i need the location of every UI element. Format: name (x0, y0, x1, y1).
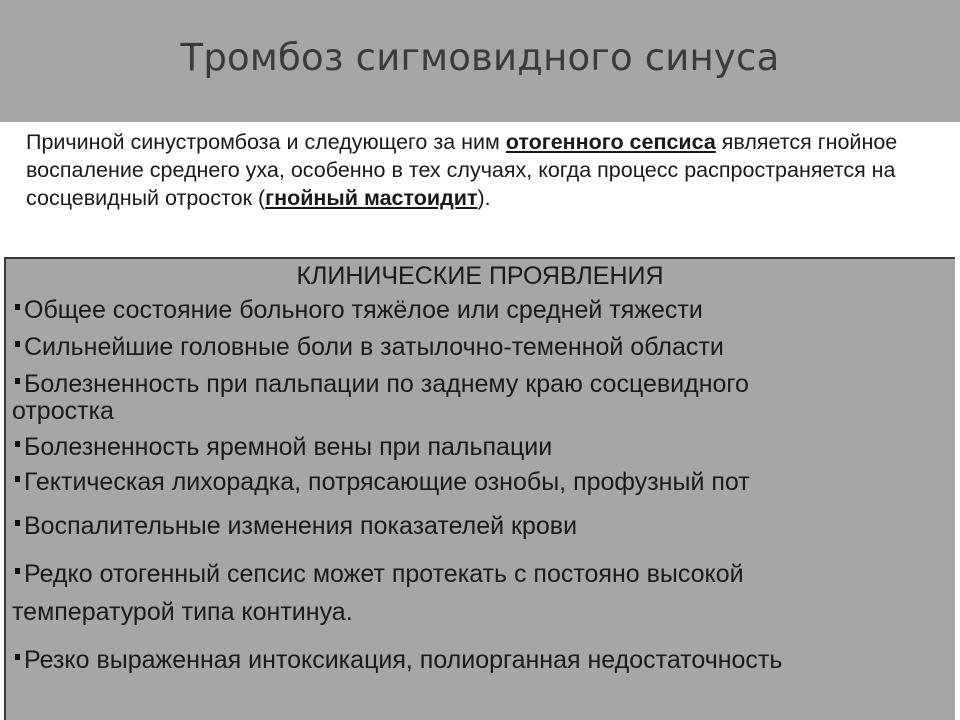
intro-text-1: Причиной синустромбоза и следующего за ним (26, 130, 506, 154)
bullet-marker (15, 341, 20, 347)
intro-emphasis-mastoiditis: гнойный мастоидит (265, 186, 478, 210)
bullet-marker (15, 304, 20, 310)
bullet-marker (15, 568, 20, 574)
clinical-item: Резко выраженная интоксикация, полиорганная недостаточность (12, 646, 947, 675)
clinical-item: Гектическая лихорадка, потрясающие ознобы, профузный пот (12, 468, 947, 497)
bullet-marker (15, 654, 20, 660)
intro-text-2: является гнойное воспаление среднего уха, особенно в тех случаях, когда процесс распространяется на сосцевидный отросток ( (26, 130, 898, 210)
intro-paragraph (26, 128, 916, 212)
clinical-item-continuation: температурой типа континуа. (12, 598, 353, 626)
intro-text-3: ). (477, 186, 491, 210)
clinical-item: Болезненность при пальпации по заднему краю сосцевидного (12, 370, 947, 399)
clinical-item: Общее состояние больного тяжёлое или средней тяжести (12, 296, 947, 325)
clinical-item: Редко отогенный сепсис может протекать с постояно высокой (12, 560, 947, 589)
clinical-item: Болезненность яремной вены при пальпации (12, 433, 947, 462)
bullet-marker (15, 378, 20, 384)
bullet-marker (15, 441, 20, 447)
clinical-heading: КЛИНИЧЕСКИЕ ПРОЯВЛЕНИЯ (296, 262, 664, 290)
clinical-item: Воспалительные изменения показателей крови (12, 512, 947, 541)
clinical-item: Сильнейшие головные боли в затылочно-теменной области (12, 333, 947, 362)
intro-emphasis-sepsis: отогенного сепсиса (505, 130, 716, 154)
bullet-marker (15, 476, 20, 482)
clinical-item-continuation: отростка (12, 397, 114, 425)
slide-title: Тромбоз сигмовидного синуса (180, 36, 780, 79)
bullet-marker (15, 520, 20, 526)
